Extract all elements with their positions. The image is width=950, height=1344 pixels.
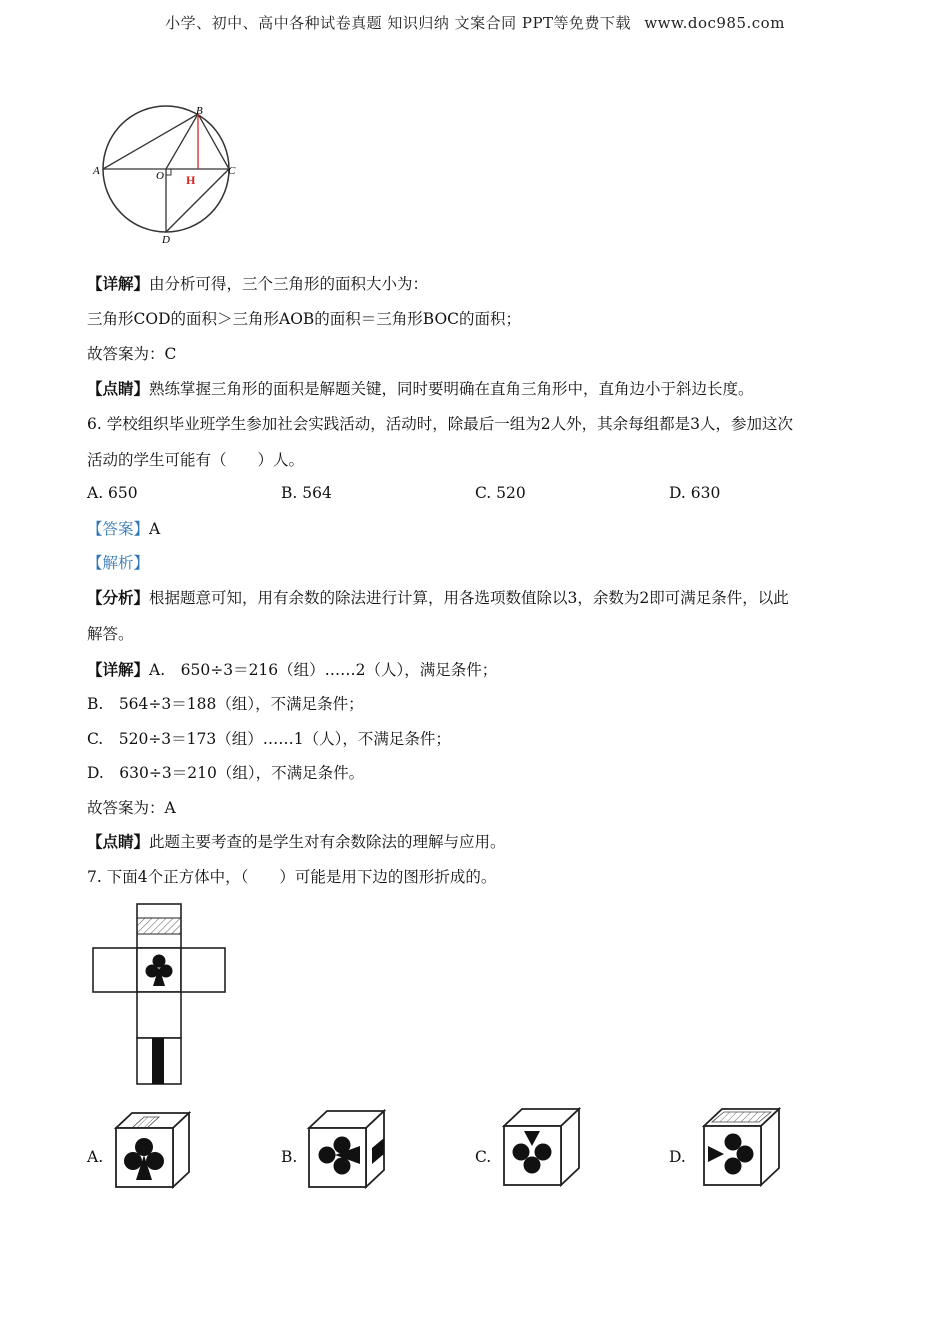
q6-fenxi-line1: 根据题意可知，用有余数的除法进行计算，用各选项数值除以3，余数为2即可满足条件，以此 bbox=[149, 589, 789, 607]
cube-c bbox=[500, 1106, 582, 1188]
q6-answer-value: A bbox=[149, 520, 161, 538]
q5-compare: 三角形COD的面积＞三角形AOB的面积＝三角形BOC的面积； bbox=[87, 310, 522, 328]
cube-a bbox=[112, 1110, 192, 1192]
header-site-link[interactable]: www.doc985.com bbox=[644, 14, 785, 32]
q7-option-b: B. bbox=[281, 1148, 298, 1166]
q6-option-b: B. 564 bbox=[281, 484, 332, 502]
q7-option-c: C. bbox=[475, 1148, 492, 1166]
label-c: C bbox=[228, 165, 236, 177]
q7-stem: 7. 下面4个正方体中，（ ）可能是用下边的图形折成的。 bbox=[87, 868, 497, 886]
q6-comment bbox=[87, 832, 506, 852]
q7-option-a: A. bbox=[87, 1148, 104, 1166]
q6-analysis-tag: 【解析】 bbox=[87, 554, 150, 572]
q6-option-c: C. 520 bbox=[475, 484, 526, 502]
q6-detail-c: C. 520÷3＝173（组）……1（人），不满足条件； bbox=[87, 730, 451, 748]
q6-option-a: A. 650 bbox=[87, 484, 138, 502]
q6-answer-tag: 【答案】 bbox=[87, 520, 150, 538]
q6-comment-tag: 【点睛】 bbox=[87, 832, 150, 851]
q6-detail-tag: 【详解】 bbox=[87, 660, 150, 679]
cube-d bbox=[700, 1106, 782, 1188]
label-d: D bbox=[162, 234, 170, 246]
circle-figure bbox=[95, 105, 255, 250]
q5-comment bbox=[87, 379, 754, 399]
label-o: O bbox=[156, 170, 164, 182]
cube-net-figure bbox=[90, 902, 230, 1088]
q6-answer bbox=[87, 519, 160, 539]
q6-detail-d: D. 630÷3＝210（组），不满足条件。 bbox=[87, 764, 365, 782]
q6-detail-a: A. 650÷3＝216（组）……2（人），满足条件； bbox=[149, 661, 498, 679]
q5-comment-tag: 【点睛】 bbox=[87, 379, 150, 398]
cube-b bbox=[305, 1108, 387, 1190]
q6-comment-text: 此题主要考查的是学生对有余数除法的理解与应用。 bbox=[149, 833, 506, 851]
q5-detail bbox=[87, 274, 428, 294]
q6-fenxi-tag: 【分析】 bbox=[87, 588, 150, 607]
q6-stem-line1: 6. 学校组织毕业班学生参加社会实践活动，活动时，除最后一组为2人外，其余每组都是3人，参加这次 bbox=[87, 415, 793, 433]
q6-detail-b: B. 564÷3＝188（组），不满足条件； bbox=[87, 695, 364, 713]
q6-fenxi-line2: 解答。 bbox=[87, 625, 134, 643]
q6-option-d: D. 630 bbox=[669, 484, 721, 502]
q6-detail bbox=[87, 660, 497, 680]
q6-fenxi bbox=[87, 588, 789, 608]
q6-stem-line2: 活动的学生可能有（ ）人。 bbox=[87, 451, 305, 469]
q5-detail-tag: 【详解】 bbox=[87, 274, 150, 293]
header-text: 小学、初中、高中各种试卷真题 知识归纳 文案合同 PPT等免费下载 bbox=[165, 14, 632, 32]
page-header bbox=[0, 12, 950, 33]
q5-comment-text: 熟练掌握三角形的面积是解题关键，同时要明确在直角三角形中，直角边小于斜边长度。 bbox=[149, 380, 754, 398]
label-a: A bbox=[93, 165, 100, 177]
q5-detail-text: 由分析可得，三个三角形的面积大小为： bbox=[149, 275, 429, 293]
q6-answer-line: 故答案为：A bbox=[87, 799, 176, 817]
label-b: B bbox=[196, 105, 203, 117]
q7-option-d: D. bbox=[669, 1148, 686, 1166]
q5-answer: 故答案为：C bbox=[87, 345, 177, 363]
label-h: H bbox=[186, 173, 196, 187]
